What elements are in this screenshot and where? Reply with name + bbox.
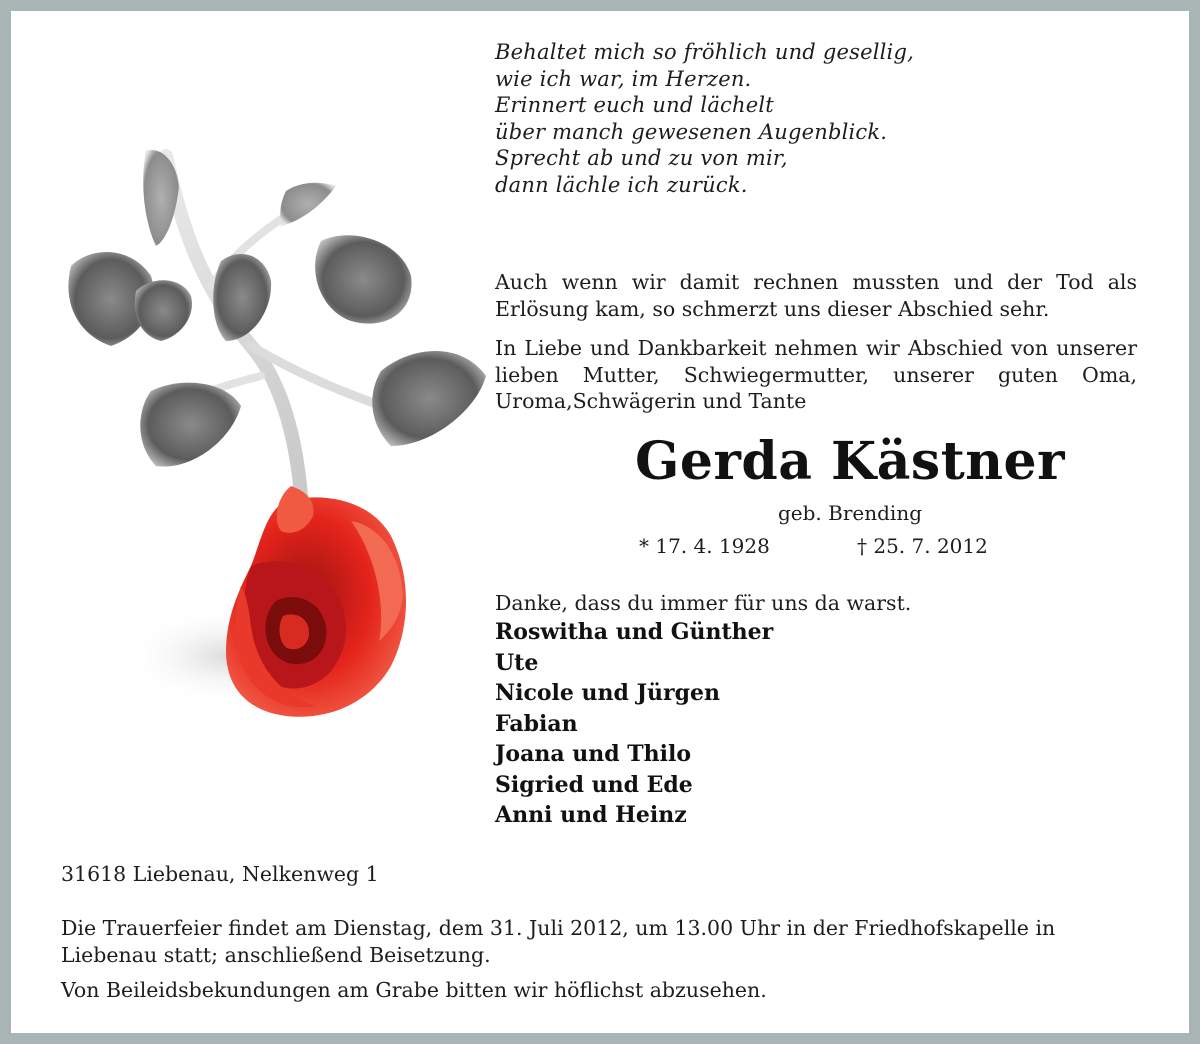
condolence-note: Von Beileidsbekundungen am Grabe bitten wir höflichst abzusehen.	[61, 978, 767, 1002]
mourners-list	[495, 617, 773, 831]
mourner-name: Joana und Thilo	[495, 741, 692, 767]
birth-name: geb. Brending	[777, 501, 922, 525]
death-date: † 25. 7. 2012	[857, 534, 988, 558]
birth-date: * 17. 4. 1928	[639, 534, 770, 558]
intro-paragraph-2: In Liebe und Dankbarkeit nehmen wir Abschied von unserer lieben Mutter, Schwiegermutter, unserer guten Oma, Uroma,Schwägerin und Tante	[495, 336, 1137, 413]
mourner-name: Ute	[495, 649, 539, 676]
rose-illustration	[51, 146, 501, 736]
funeral-service-note: Die Trauerfeier findet am Dienstag, dem 31. Juli 2012, um 13.00 Uhr in der Friedhofskapelle in Liebenau statt; anschließend Beisetzung.	[61, 916, 1056, 967]
poem-line: wie ich war, im Herzen.	[495, 66, 752, 91]
poem-line: Sprecht ab und zu von mir,	[495, 146, 788, 170]
family-address: 31618 Liebenau, Nelkenweg 1	[61, 862, 379, 886]
poem-line: Behaltet mich so fröhlich und gesellig,	[495, 40, 914, 64]
deceased-name: Gerda Kästner	[634, 431, 1065, 492]
mourner-name: Roswitha und Günther	[495, 619, 774, 645]
poem-line: über manch gewesenen Augenblick.	[495, 119, 888, 144]
mourner-name: Nicole und Jürgen	[495, 680, 720, 706]
intro-paragraph-1: Auch wenn wir damit rechnen mussten und der Tod als Erlösung kam, so schmerzt uns dieser Abschied sehr.	[495, 270, 1137, 321]
mourner-name: Sigried und Ede	[495, 771, 693, 798]
mourner-name: Fabian	[495, 710, 578, 737]
obituary-card	[11, 11, 1189, 1033]
poem-line: Erinnert euch und lächelt	[495, 93, 774, 117]
mourner-name: Anni und Heinz	[495, 802, 687, 828]
poem	[495, 39, 914, 198]
poem-line: dann lächle ich zurück.	[495, 172, 748, 197]
thanks-line: Danke, dass du immer für uns da warst.	[495, 591, 912, 615]
